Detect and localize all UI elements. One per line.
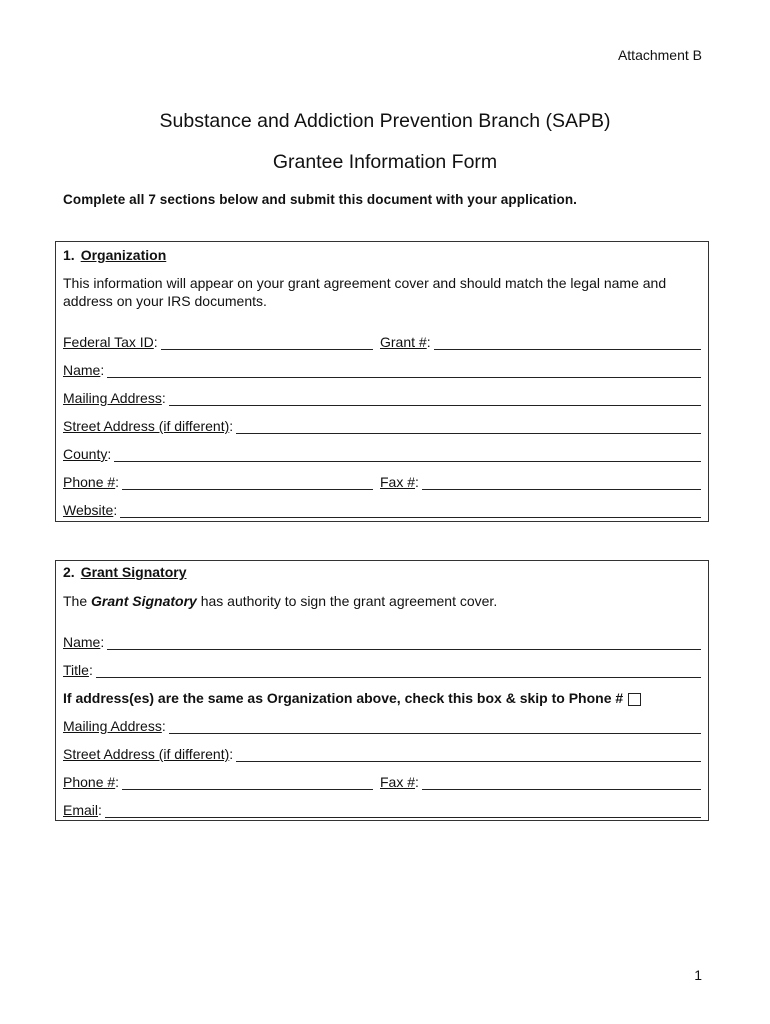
website-field[interactable] (120, 503, 701, 518)
county-label: County (63, 446, 108, 462)
org-name-field[interactable] (107, 363, 701, 378)
grant-number-label: Grant # (380, 334, 427, 350)
org-mailing-label: Mailing Address (63, 390, 162, 406)
federal-tax-id-row: Federal Tax ID : Grant # : (63, 332, 701, 350)
signatory-street-field[interactable] (236, 747, 701, 762)
signatory-street-row: Street Address (if different) : (63, 744, 701, 762)
grant-number-field[interactable] (434, 335, 701, 350)
form-subtitle: Grantee Information Form (272, 151, 498, 173)
signatory-name-row: Name : (63, 632, 701, 650)
same-address-label: If address(es) are the same as Organization above, check this box & skip to Phone # (63, 690, 624, 706)
org-phone-field[interactable] (122, 475, 373, 490)
org-phone-label: Phone # (63, 474, 116, 490)
org-street-row: Street Address (if different) : (63, 416, 701, 434)
same-address-row (63, 688, 701, 706)
org-fax-label: Fax # (380, 474, 416, 490)
federal-tax-id-label: Federal Tax ID (63, 334, 154, 350)
section-heading: 2. Grant Signatory (63, 564, 187, 580)
website-label: Website (63, 502, 114, 518)
section-organization (55, 241, 709, 522)
signatory-email-label: Email (63, 802, 99, 818)
county-field[interactable] (114, 447, 701, 462)
signatory-phone-field[interactable] (122, 775, 373, 790)
signatory-name-field[interactable] (107, 635, 701, 650)
signatory-title-label: Title (63, 662, 89, 678)
signatory-mailing-label: Mailing Address (63, 718, 162, 734)
signatory-mailing-row: Mailing Address : (63, 716, 701, 734)
signatory-fax-field[interactable] (422, 775, 701, 790)
form-title: Substance and Addiction Prevention Branch (SAPB) (159, 110, 611, 132)
attachment-label: Attachment B (617, 47, 702, 63)
section-description: This information will appear on your grant agreement cover and should match the legal name and address on your IRS documents. (63, 275, 667, 309)
section-grant-signatory (55, 560, 709, 821)
section-description: The Grant Signatory has authority to sign the grant agreement cover. (63, 593, 498, 609)
signatory-mailing-field[interactable] (169, 719, 701, 734)
org-name-label: Name (63, 362, 101, 378)
signatory-name-label: Name (63, 634, 101, 650)
federal-tax-id-field[interactable] (161, 335, 373, 350)
org-phone-row: Phone # : Fax # : (63, 472, 701, 490)
signatory-phone-row: Phone # : Fax # : (63, 772, 701, 790)
org-mailing-field[interactable] (169, 391, 701, 406)
signatory-street-label: Street Address (if different) (63, 746, 230, 762)
signatory-phone-label: Phone # (63, 774, 116, 790)
signatory-email-row: Email : (63, 800, 701, 818)
section-heading: 1. Organization (63, 247, 167, 263)
org-fax-field[interactable] (422, 475, 701, 490)
instructions: Complete all 7 sections below and submit this document with your application. (63, 192, 578, 207)
page-number: 1 (694, 967, 702, 983)
signatory-title-row: Title : (63, 660, 701, 678)
county-row: County : (63, 444, 701, 462)
org-mailing-row: Mailing Address : (63, 388, 701, 406)
signatory-fax-label: Fax # (380, 774, 416, 790)
org-street-label: Street Address (if different) (63, 418, 230, 434)
same-address-checkbox[interactable] (628, 693, 641, 706)
website-row: Website : (63, 500, 701, 518)
org-name-row: Name : (63, 360, 701, 378)
signatory-title-field[interactable] (96, 663, 701, 678)
signatory-email-field[interactable] (105, 803, 701, 818)
org-street-field[interactable] (236, 419, 701, 434)
